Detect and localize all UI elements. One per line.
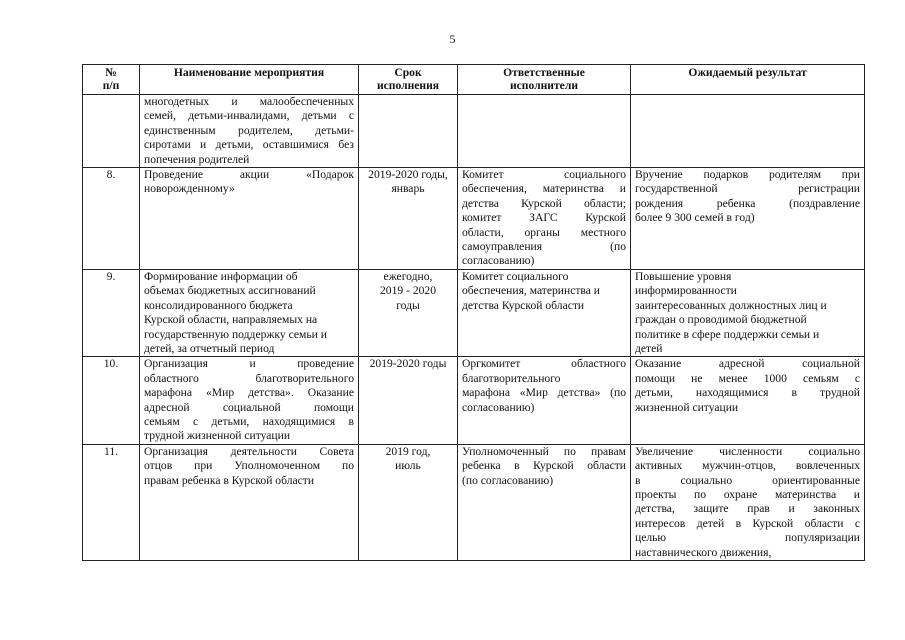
cell-num: 8.	[83, 168, 140, 270]
table-row	[83, 269, 865, 356]
cell-result	[631, 95, 865, 168]
header-name: Наименование мероприятия	[140, 65, 359, 95]
cell-term: 2019-2020 годы, январь	[359, 168, 458, 270]
cell-responsible: Комитет социального обеспечения, материнства и детства Курской области; комитет ЗАГС Курской области, органы местного самоуправления (по согласованию)	[458, 168, 631, 270]
cell-num: 10.	[83, 357, 140, 444]
page-number: 5	[449, 32, 456, 46]
table-row-continuation	[83, 95, 865, 168]
cell-name: многодетных и малообеспеченных семей, детьми-инвалидами, детьми с единственным родителем, детьми- сиротами и детьми, оставшимися без попечения родителей	[140, 95, 359, 168]
cell-num	[83, 95, 140, 168]
cell-term	[359, 95, 458, 168]
table-row	[83, 357, 865, 444]
header-num: № п/п	[83, 65, 140, 95]
cell-result: Вручение подарков родителям при государственной регистрации рождения ребенка (поздравление более 9 300 семей в год)	[631, 168, 865, 270]
cell-term: 2019 год, июль	[359, 444, 458, 560]
cell-name: Организация и проведение областного благотворительного марафона «Мир детства». Оказание адресной социальной помощи семьям с детьми, находящимися в трудной жизненной ситуации	[140, 357, 359, 444]
activities-table	[82, 64, 865, 561]
table-row	[83, 444, 865, 560]
cell-result: Оказание адресной социальной помощи не менее 1000 семьям с детьми, находящимися в трудной жизненной ситуации	[631, 357, 865, 444]
cell-term: ежегодно, 2019 - 2020 годы	[359, 269, 458, 356]
cell-term: 2019-2020 годы	[359, 357, 458, 444]
cell-num: 9.	[83, 269, 140, 356]
cell-num: 11.	[83, 444, 140, 560]
table-header-row	[83, 65, 865, 95]
table-row	[83, 168, 865, 270]
cell-result: Увеличение численности социально активных мужчин-отцов, вовлеченных в социально ориентированные проекты по охране материнства и детства, защите прав и законных интересов детей в Курской области с целью популяризации наставнического движения,	[631, 444, 865, 560]
header-responsible: Ответственные исполнители	[458, 65, 631, 95]
header-term: Срок исполнения	[359, 65, 458, 95]
cell-name: Проведение акции «Подарок новорожденному»	[140, 168, 359, 270]
cell-responsible: Уполномоченный по правам ребенка в Курской области (по согласованию)	[458, 444, 631, 560]
cell-responsible: Комитет социального обеспечения, материнства и детства Курской области	[458, 269, 631, 356]
cell-responsible	[458, 95, 631, 168]
cell-responsible: Оргкомитет областного благотворительного марафона «Мир детства» (по согласованию)	[458, 357, 631, 444]
cell-name: Организация деятельности Совета отцов при Уполномоченном по правам ребенка в Курской области	[140, 444, 359, 560]
cell-name: Формирование информации об объемах бюджетных ассигнований консолидированного бюджета Курской области, направляемых на государственную поддержку семьи и детей, за отчетный период	[140, 269, 359, 356]
cell-result: Повышение уровня информированности заинтересованных должностных лиц и граждан о проводимой бюджетной политике в сфере поддержки семьи и детей	[631, 269, 865, 356]
header-result: Ожидаемый результат	[631, 65, 865, 95]
